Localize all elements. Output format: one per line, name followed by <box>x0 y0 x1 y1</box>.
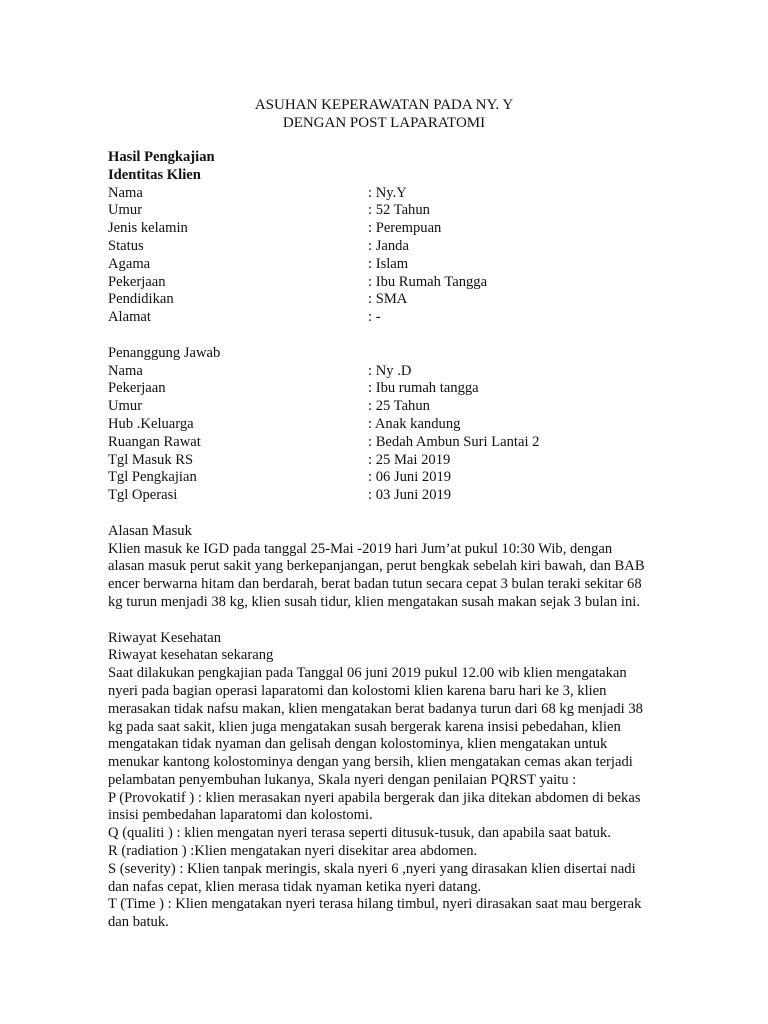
identitas-klien-table <box>108 185 668 327</box>
field-value: : 25 Tahun <box>368 398 430 415</box>
field-value: : Islam <box>368 255 409 272</box>
spacer <box>108 505 668 523</box>
field-label: Agama <box>108 255 151 272</box>
section-heading-identitas-klien: Identitas Klien <box>108 166 201 183</box>
paragraph-line: P (Provokatif ) : klien merasakan nyeri apabila bergerak dan jika ditekan abdomen di bekas <box>108 789 641 806</box>
penanggung-jawab-table <box>108 363 668 505</box>
subheading-riwayat-kesehatan-sekarang: Riwayat kesehatan sekarang <box>108 647 274 664</box>
field-row <box>108 256 668 274</box>
section-heading-alasan-masuk: Alasan Masuk <box>108 522 192 539</box>
field-label: Pekerjaan <box>108 380 166 397</box>
field-label: Umur <box>108 202 143 219</box>
field-value: : 03 Juni 2019 <box>368 487 452 504</box>
spacer <box>108 327 668 345</box>
field-value: : Perempuan <box>368 220 442 237</box>
field-label: Tgl Pengkajian <box>108 469 197 486</box>
field-label: Tgl Masuk RS <box>108 451 194 468</box>
paragraph-line: mengatakan tidak nyaman dan gelisah dengan kolostominya, klien mengatakan untuk <box>108 736 608 753</box>
paragraph-line: dan batuk. <box>108 914 169 931</box>
field-row <box>108 202 668 220</box>
paragraph-line: S (severity) : Klien tanpak meringis, skala nyeri 6 ,nyeri yang dirasakan klien disertai nadi <box>108 860 636 877</box>
field-value: : Bedah Ambun Suri Lantai 2 <box>368 433 540 450</box>
field-row <box>108 398 668 416</box>
field-row <box>108 291 668 309</box>
section-heading-riwayat-kesehatan: Riwayat Kesehatan <box>108 629 222 646</box>
field-row <box>108 487 668 505</box>
field-value: : - <box>368 309 381 326</box>
paragraph-line: menukar kantong kolostominya dengan yang bersih, klien mengatakan cemas akan terjadi <box>108 754 633 771</box>
field-label: Hub .Keluarga <box>108 415 194 432</box>
field-row <box>108 238 668 256</box>
document-title-line-2: DENGAN POST LAPARATOMI <box>282 115 486 131</box>
alasan-masuk-paragraph <box>108 541 668 612</box>
paragraph-line: kg pada saat sakit, klien juga mengatakan susah bergerak karena insisi pebedahan, klien <box>108 718 621 735</box>
document-body <box>108 149 668 932</box>
field-label: Alamat <box>108 309 151 326</box>
field-row <box>108 220 668 238</box>
paragraph-line: encer berwarna hitam dan berdarah, berat badan tutun secara cepat 3 bulan teraki sekitar 68 <box>108 576 642 593</box>
field-row <box>108 363 668 381</box>
section-heading-hasil-pengkajian: Hasil Pengkajian <box>108 149 215 165</box>
field-row <box>108 434 668 452</box>
field-label: Pendidikan <box>108 291 174 308</box>
paragraph-line: alasan masuk perut sakit yang berkepanjangan, perut bengkak sebelah kiri bawah, dan BAB <box>108 558 645 575</box>
paragraph-line: dan nafas cepat, klien merasa tidak nyaman ketika nyeri datang. <box>108 878 482 895</box>
field-label: Nama <box>108 184 143 201</box>
field-row <box>108 469 668 487</box>
paragraph-line: merasakan tidak nafsu makan, klien mengatakan berat badanya turun dari 68 kg menjadi 38 <box>108 700 643 717</box>
field-label: Pekerjaan <box>108 273 166 290</box>
paragraph-line: kg turun menjadi 38 kg, klien susah tidur, klien mengatakan susah makan sejak 3 bulan ini. <box>108 593 640 610</box>
document-title-line-1: ASUHAN KEPERAWATAN PADA NY. Y <box>254 97 514 113</box>
paragraph-line: nyeri pada bagian operasi laparatomi dan kolostomi klien karena baru hari ke 3, klien <box>108 682 607 699</box>
field-row <box>108 185 668 203</box>
field-value: : 25 Mai 2019 <box>368 451 451 468</box>
paragraph-line: Klien masuk ke IGD pada tanggal 25-Mai -2019 hari Jum’at pukul 10:30 Wib, dengan <box>108 540 613 557</box>
field-value: : Ibu rumah tangga <box>368 380 479 397</box>
field-label: Umur <box>108 398 143 415</box>
field-value: : Ny.Y <box>368 184 407 201</box>
field-row <box>108 452 668 470</box>
paragraph-line: Q (qualiti ) : klien mengatan nyeri terasa seperti ditusuk-tusuk, dan apabila saat batuk. <box>108 825 611 842</box>
paragraph-line: R (radiation ) :Klien mengatakan nyeri disekitar area abdomen. <box>108 843 478 860</box>
paragraph-line: insisi pembedahan laparatomi dan kolostomi. <box>108 807 373 824</box>
field-value: : Ibu Rumah Tangga <box>368 273 488 290</box>
field-label: Nama <box>108 362 143 379</box>
paragraph-line: T (Time ) : Klien mengatakan nyeri terasa hilang timbul, nyeri dirasakan saat mau bergerak <box>108 896 642 913</box>
field-label: Status <box>108 237 144 254</box>
field-value: : 06 Juni 2019 <box>368 469 452 486</box>
field-value: : Anak kandung <box>368 415 461 432</box>
field-row <box>108 380 668 398</box>
section-heading-penanggung-jawab: Penanggung Jawab <box>108 344 221 361</box>
field-value: : SMA <box>368 291 408 308</box>
riwayat-kesehatan-paragraph <box>108 665 668 932</box>
field-row <box>108 274 668 292</box>
paragraph-line: pelambatan penyembuhan lukanya, Skala nyeri dengan penilaian PQRST yaitu : <box>108 771 577 788</box>
field-value: : Janda <box>368 237 409 254</box>
field-label: Tgl Operasi <box>108 487 178 504</box>
field-label: Jenis kelamin <box>108 220 188 237</box>
spacer <box>108 612 668 630</box>
field-value: : Ny .D <box>368 362 412 379</box>
field-value: : 52 Tahun <box>368 202 430 219</box>
field-label: Ruangan Rawat <box>108 433 201 450</box>
field-row <box>108 309 668 327</box>
paragraph-line: Saat dilakukan pengkajian pada Tanggal 06 juni 2019 pukul 12.00 wib klien mengatakan <box>108 665 627 682</box>
field-row <box>108 416 668 434</box>
